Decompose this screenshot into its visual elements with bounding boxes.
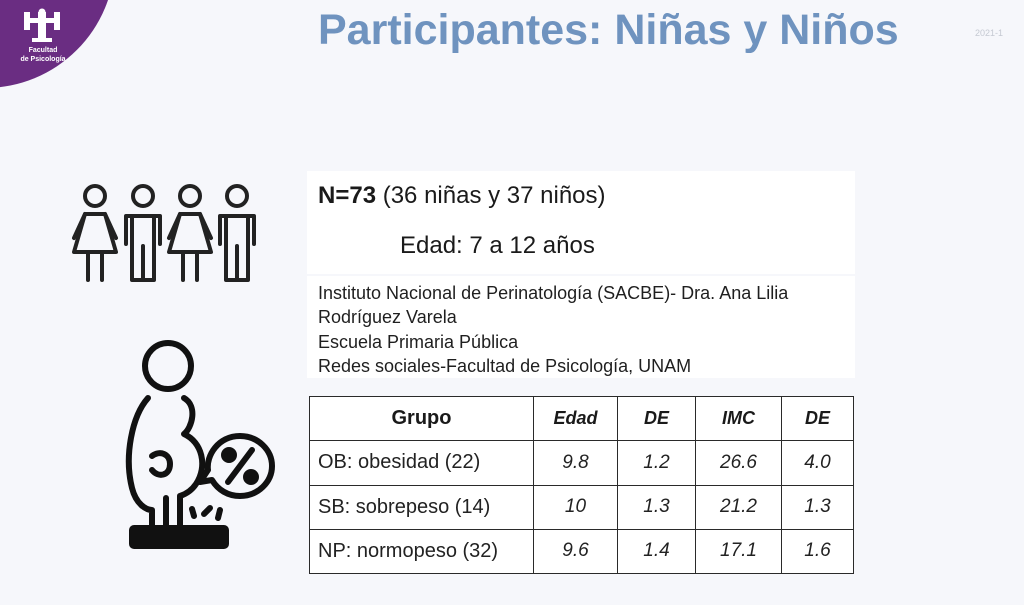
logo-text-line1: Facultad: [28, 47, 58, 54]
header-de: DE: [782, 397, 854, 441]
cell-de: 1.2: [618, 441, 696, 485]
table-row: [310, 441, 854, 485]
institution-line: Instituto Nacional de Perinatología (SACBE)- Dra. Ana Lilia: [318, 283, 789, 303]
cell-edad: 9.8: [534, 441, 618, 485]
header-de: DE: [618, 397, 696, 441]
slide-title: Participantes: Niñas y Niños: [318, 6, 899, 54]
person-on-scale-icon: [112, 338, 277, 554]
faculty-logo-mark-icon: [18, 8, 66, 46]
group-name: NP: normopeso (32): [310, 529, 534, 573]
cell-imc: 21.2: [696, 485, 782, 529]
cell-edad: 10: [534, 485, 618, 529]
sample-size: [318, 182, 606, 210]
institution-line: Escuela Primaria Pública: [318, 332, 519, 352]
header-edad: Edad: [534, 397, 618, 441]
header-grupo: Grupo: [310, 397, 534, 441]
table-row: [310, 485, 854, 529]
cell-de: 1.4: [618, 529, 696, 573]
cell-imc: 17.1: [696, 529, 782, 573]
table-row: [310, 529, 854, 573]
group-name: SB: sobrepeso (14): [310, 485, 534, 529]
cell-de: 1.3: [782, 485, 854, 529]
percent-bubble-icon: [200, 436, 272, 496]
cell-de: 4.0: [782, 441, 854, 485]
sample-size-detail: (36 niñas y 37 niños): [382, 182, 606, 209]
institution-line: Redes sociales-Facultad de Psicología, UNAM: [318, 356, 692, 376]
institution-line: Rodríguez Varela: [318, 307, 457, 327]
header-imc: IMC: [696, 397, 782, 441]
groups-table: [309, 396, 854, 574]
sample-size-label: N=73: [318, 182, 377, 209]
logo-text-line2: de Psicología: [20, 56, 66, 63]
age-range: Edad: 7 a 12 años: [400, 232, 595, 259]
cell-de: 1.3: [618, 485, 696, 529]
group-name: OB: obesidad (22): [310, 441, 534, 485]
children-group-icon: [68, 182, 264, 284]
corner-mark: 2021-1: [975, 28, 1004, 38]
table-header-row: [310, 397, 854, 441]
cell-edad: 9.6: [534, 529, 618, 573]
cell-imc: 26.6: [696, 441, 782, 485]
cell-de: 1.6: [782, 529, 854, 573]
